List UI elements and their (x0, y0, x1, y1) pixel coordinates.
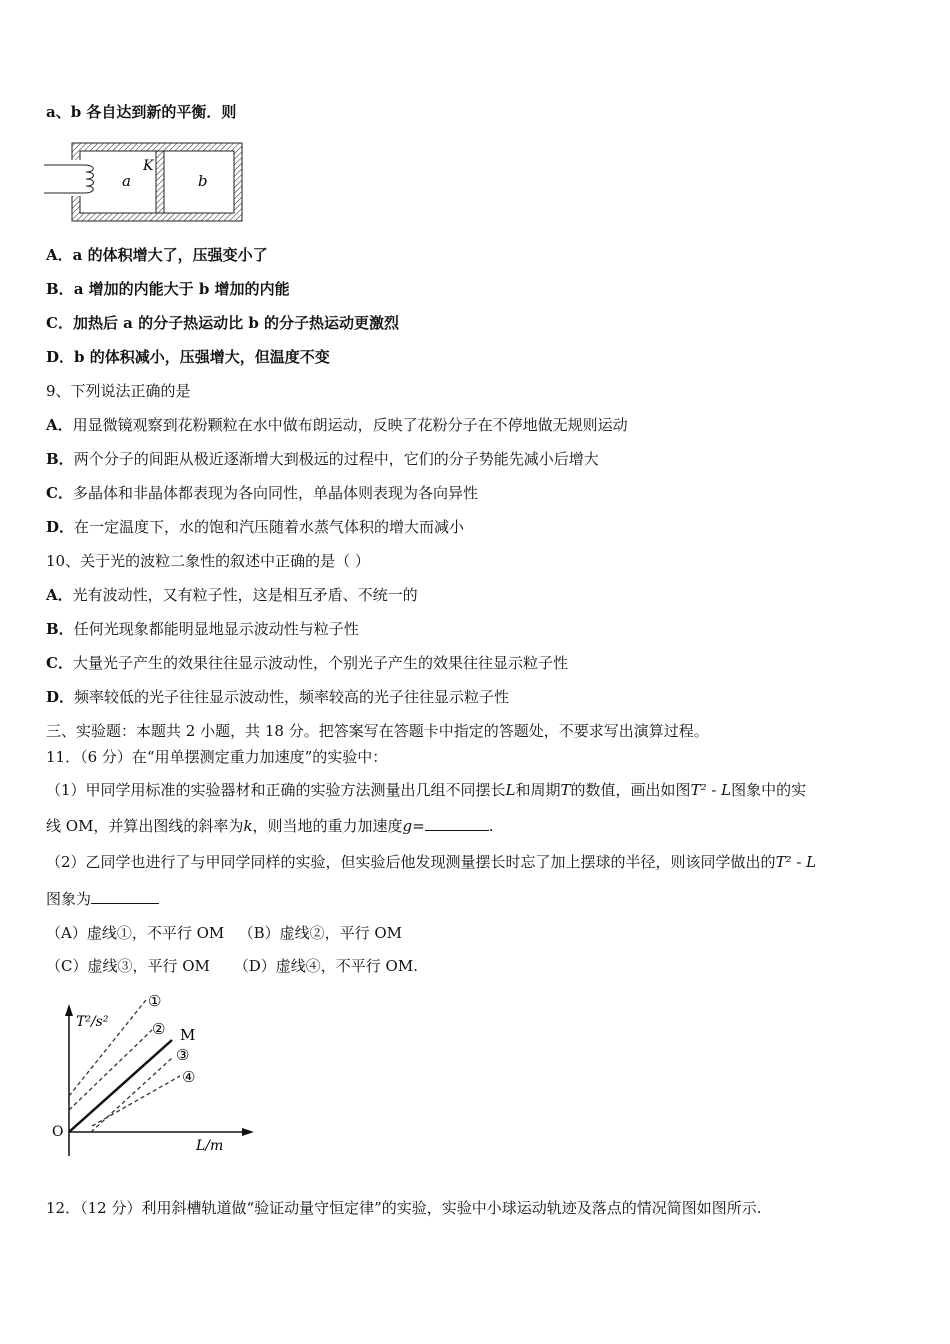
q8-option-a: A．a 的体积增大了，压强变小了 (46, 246, 268, 264)
label-b: b (198, 172, 208, 190)
q9-option-d: D．在一定温度下，水的饱和汽压随着水蒸气体积的增大而减小 (46, 518, 465, 536)
label-k: K (143, 158, 154, 174)
label-circle-2: ② (152, 1020, 166, 1038)
label-m: M (180, 1026, 196, 1044)
q10-option-c: C．大量光子产生的效果往往显示波动性，个别光子产生的效果往往显示粒子性 (46, 654, 568, 672)
t2-l-graph (44, 986, 264, 1164)
q9-option-a: A．用显微镜观察到花粉颗粒在水中做布朗运动，反映了花粉分子在不停地做无规则运动 (46, 416, 628, 434)
section3-header: 三、实验题：本题共 2 小题，共 18 分。把答案写在答题卡中指定的答题处，不要求写出演算过程。 (46, 722, 709, 740)
label-circle-3: ③ (176, 1046, 190, 1064)
answer-blank-graph[interactable] (91, 889, 159, 904)
q11-part2-line2: 图象为 (46, 889, 159, 909)
q11-choices-cd: （C）虚线③，平行 OM （D）虚线④，不平行 OM. (46, 957, 418, 975)
x-axis-arrow (242, 1128, 254, 1136)
origin-label: O (52, 1124, 64, 1140)
intro-text: a、b 各自达到新的平衡．则 (46, 103, 237, 121)
q10-option-a: A．光有波动性，又有粒子性，这是相互矛盾、不统一的 (46, 586, 418, 604)
q8-option-c: C．加热后 a 的分子热运动比 b 的分子热运动更激烈 (46, 314, 400, 332)
q10-option-d: D．频率较低的光子往往显示波动性，频率较高的光子往往显示粒子性 (46, 688, 510, 706)
q9-option-c: C．多晶体和非晶体都表现为各向同性，单晶体则表现为各向异性 (46, 484, 478, 502)
y-axis-arrow (65, 1004, 73, 1016)
x-axis-label: L/m (196, 1138, 224, 1154)
q11-choices-ab: （A）虚线①，不平行 OM （B）虚线②，平行 OM (46, 924, 403, 942)
q8-option-d: D．b 的体积减小，压强增大，但温度不变 (46, 348, 330, 366)
answer-blank-g[interactable] (425, 816, 489, 831)
q9-option-b: B．两个分子的间距从极近逐渐增大到极远的过程中，它们的分子势能先减小后增大 (46, 450, 599, 468)
q9-stem: 9、下列说法正确的是 (46, 382, 191, 400)
q8-option-b: B．a 增加的内能大于 b 增加的内能 (46, 280, 290, 298)
q11-part1-line2: 线 OM，并算出图线的斜率为k，则当地的重力加速度g= . (46, 817, 494, 835)
cylinder-figure (44, 140, 248, 224)
label-circle-1: ① (148, 992, 162, 1010)
q11-stem: 11．（6 分）在“用单摆测定重力加速度”的实验中： (46, 748, 388, 766)
label-circle-4: ④ (182, 1068, 196, 1086)
q11-part1-line1: （1）甲同学用标准的实验器材和正确的实验方法测量出几组不同摆长L和周期T的数值，画出如图T² - L图象中的实 (46, 781, 807, 799)
line-om (69, 1040, 172, 1132)
label-a: a (122, 172, 131, 190)
q11-part2-line1: （2）乙同学也进行了与甲同学同样的实验，但实验后他发现测量摆长时忘了加上摆球的半径，则该同学做出的T² - L (46, 853, 817, 871)
dashed-line-3 (91, 1058, 172, 1132)
q10-option-b: B．任何光现象都能明显地显示波动性与粒子性 (46, 620, 359, 638)
y-axis-label: T²/s² (76, 1014, 109, 1030)
q10-stem: 10、关于光的波粒二象性的叙述中正确的是（ ） (46, 552, 370, 570)
q12-stem: 12．（12 分）利用斜槽轨道做“验证动量守恒定律”的实验，实验中小球运动轨迹及落点的情况简图如图所示. (46, 1199, 762, 1217)
partition-k (156, 151, 164, 213)
